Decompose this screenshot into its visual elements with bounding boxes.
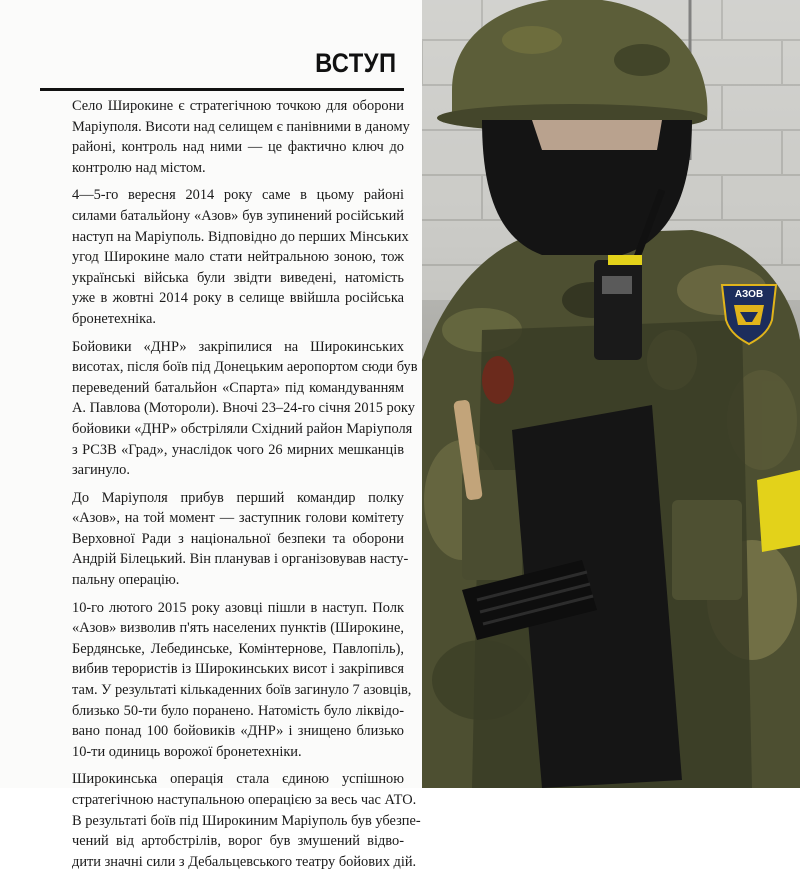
text-line: районі, контроль над ними — це фактично ключ до <box>72 139 404 156</box>
text-line: «Азов» визволив п'ять населених пунктів (Широкине, <box>72 620 404 637</box>
text-line: чений від артобстрілів, ворог був змушений відво- <box>72 833 404 850</box>
text-line: висотах, після боїв під Донецьким аеропортом сюди був <box>72 359 418 376</box>
text-line: силами батальйону «Азов» був зупинений російський <box>72 207 404 224</box>
text-line: 10-ти одиниць ворожої бронетехніки. <box>72 743 302 760</box>
text-line: 10-го лютого 2015 року азовці пішли в наступ. Полк <box>72 599 404 616</box>
text-line: Маріуполя. Висоти над селищем є панівними в даному <box>72 118 410 135</box>
soldier-photo <box>422 0 800 788</box>
section-heading: ВСТУП <box>314 48 396 78</box>
heading-bar <box>40 44 404 91</box>
text-line: бойовики «ДНР» обстріляли Східний район Маріуполя <box>72 420 413 437</box>
text-line: Широкинська операція стала єдиною успішною <box>72 771 404 788</box>
text-line: наступ на Маріуполь. Відповідно до перших Мінських <box>72 228 409 245</box>
text-line: вибив терористів із Широкинських висот і закріпився <box>72 661 404 678</box>
text-line: Андрій Білецький. Він планував і організовував насту- <box>72 551 409 568</box>
face-eyes <box>532 120 662 150</box>
text-line: Село Широкине є стратегічною точкою для оборони <box>72 98 404 114</box>
text-line: там. У результаті кількаденних боїв загинуло 7 азовців, <box>72 682 412 699</box>
yellow-armband <box>757 470 800 552</box>
text-line: «Азов», на той момент — заступник голови комітету <box>72 510 404 527</box>
paragraph <box>48 185 409 329</box>
soldier-illustration <box>422 0 800 788</box>
text-line: В результаті боїв під Широкиним Маріуполь був убезпе- <box>72 812 421 829</box>
text-line: уже в жовтні 2014 року в селище ввійшла російська <box>72 290 404 307</box>
text-line: вано понад 100 бойовиків «ДНР» і знищено близько <box>72 723 404 740</box>
text-line: угод Широкине мало стати нейтральною зоною, тож <box>72 249 404 266</box>
body-text <box>48 96 421 879</box>
text-line: Бойовики «ДНР» закріпилися на Широкинських <box>72 338 404 355</box>
chest-patch <box>482 356 514 404</box>
text-line: дити значні сили з Дебальцевського театру бойових дій. <box>72 853 417 870</box>
text-line: До Маріуполя прибув перший командир полку <box>72 489 404 506</box>
text-line: Верховної Ради з національної безпеки та оборони <box>72 530 404 547</box>
patch-text: АЗОВ <box>734 289 764 300</box>
text-line: Бердянське, Лебединське, Комінтернове, Павлопіль), <box>72 640 404 657</box>
text-line: загинуло. <box>72 462 130 479</box>
text-line: А. Павлова (Мотороли). Вночі 23–24-го січня 2015 року <box>72 400 415 417</box>
text-line: бронетехніка. <box>72 310 156 327</box>
paragraph <box>48 598 412 763</box>
text-line: переведений батальйон «Спарта» під командуванням <box>72 379 404 396</box>
text-line: пальну операцію. <box>72 572 180 589</box>
paragraph <box>48 488 409 591</box>
paragraph <box>48 96 410 178</box>
text-line: стратегічною наступальною операцією за весь час АТО. <box>72 792 417 808</box>
text-line: контролю над містом. <box>72 159 206 176</box>
radio <box>594 260 642 360</box>
text-line: українські війська були звідти виведені, натомість <box>72 269 404 286</box>
text-line: близько 50-ти було поранено. Натомість було ліквідо- <box>72 702 404 719</box>
text-line: з РСЗВ «Град», унаслідок чого 26 мирних мешканців <box>72 441 404 458</box>
paragraph <box>48 337 418 481</box>
vest-pouch <box>672 500 742 600</box>
text-line: 4—5-го вересня 2014 року саме в цьому районі <box>72 187 404 204</box>
paragraph <box>48 769 421 872</box>
